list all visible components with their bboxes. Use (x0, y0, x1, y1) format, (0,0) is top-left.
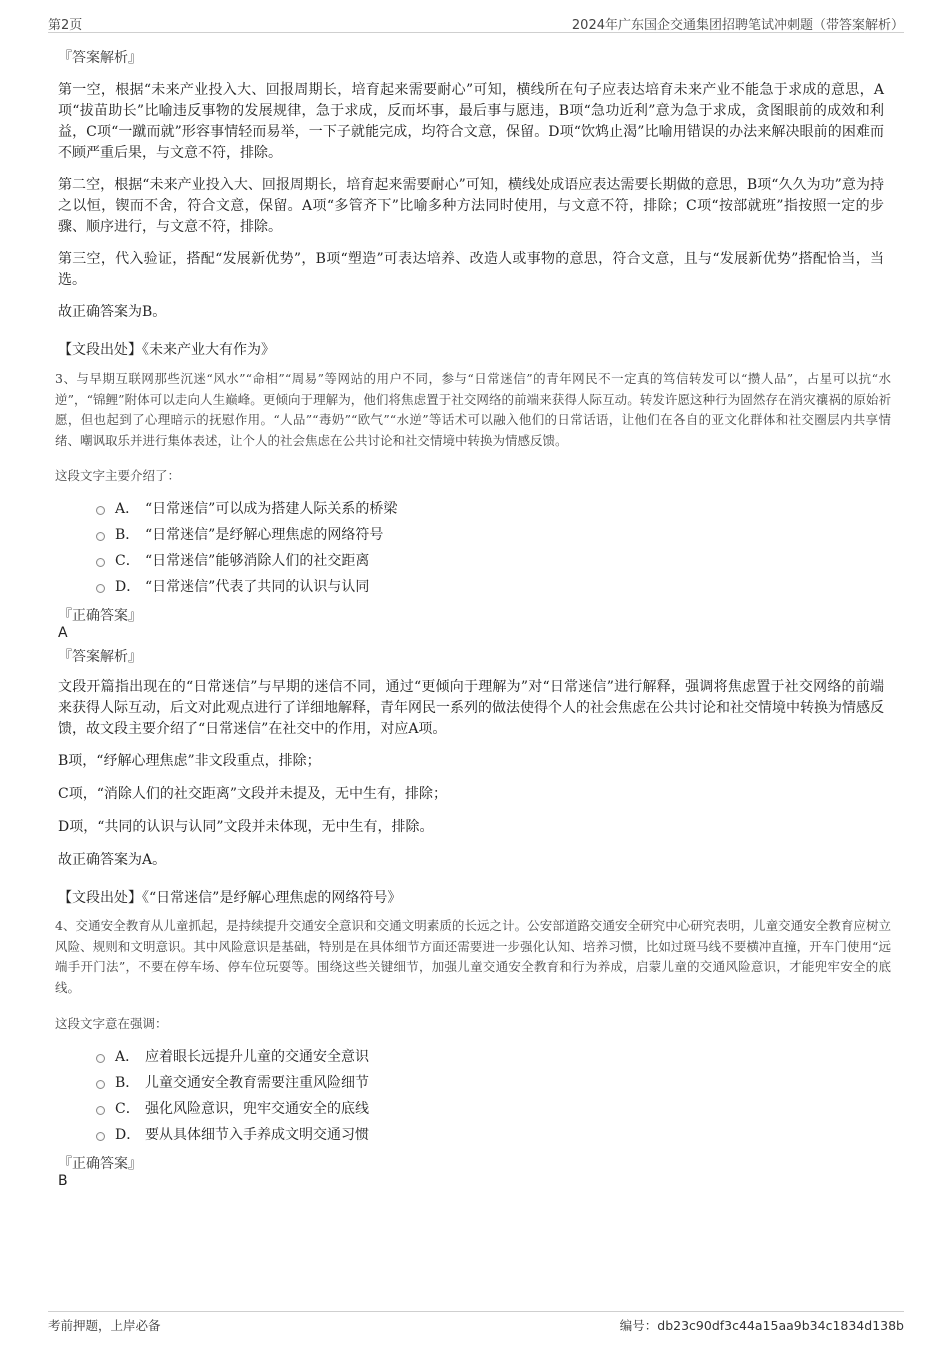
analysis-paragraph: 第三空，代入验证，搭配“发展新优势”，B项“塑造”可表达培养、改造人或事物的意思，符合文意，且与“发展新优势”搭配恰当，当选。 (58, 251, 884, 288)
question-3-text: 3、与早期互联网那些沉迷“风水”“命相”“周易”等网站的用户不同，参与“日常迷信”的青年网民不一定真的笃信转发可以“攒人品”，占星可以抗“水逆”，“锦鲤”附体可以走向人生巅峰。更倾向于理解为，他们将焦虑置于社交网络的前端来获得人际互动。转发许愿这种行为固然存在消灾禳祸的原始祈愿，但也起到了心理暗示的抚慰作用。“人品”“毒奶”“欧气”“水逆”等话术可以融入他们的日常话语，让他们在各自的亚文化群体和社交圈层内共享情绪、嘲讽取乐并进行集体表述，让个人的社会焦虑在公共讨论和社交情境中转换为情感反馈。 (55, 371, 891, 448)
question-3-options (96, 495, 397, 599)
option-d[interactable] (96, 1121, 369, 1147)
option-letter: A． (115, 1049, 140, 1065)
document-id: 编号：db23c90df3c44a15aa9b34c1834d138b (619, 1318, 904, 1333)
radio-icon[interactable] (96, 1080, 105, 1089)
analysis-paragraph: 第一空，根据“未来产业投入大、回报周期长，培育起来需要耐心”可知，横线所在句子应表达培育未来产业不能急于求成的意思，A项“拔苗助长”比喻违反事物的发展规律，急于求成，反而坏事，最后事与愿违，B项“急功近利”意为急于求成，贪图眼前的成效和利益，C项“一蹴而就”形容事情轻而易举，一下子就能完成，均符合文意，保留。D项“饮鸩止渴”比喻用错误的办法来解决眼前的困难而不顾严重后果，与文意不符，排除。 (58, 82, 884, 161)
correct-answer-label: 『正确答案』 (58, 608, 142, 624)
analysis-label: 『答案解析』 (58, 649, 142, 665)
option-c[interactable] (96, 547, 397, 573)
analysis-section-q2 (58, 47, 884, 359)
option-letter: C． (115, 1101, 140, 1117)
source-citation: 【文段出处】《“日常迷信”是纾解心理焦虑的网络符号》 (58, 890, 402, 906)
option-b[interactable] (96, 1069, 369, 1095)
radio-icon[interactable] (96, 506, 105, 515)
option-c[interactable] (96, 1095, 369, 1121)
option-a[interactable] (96, 495, 397, 521)
option-b[interactable] (96, 521, 397, 547)
source-citation: 【文段出处】《未来产业大有作为》 (58, 342, 275, 358)
option-letter: D． (115, 579, 141, 595)
option-text: “日常迷信”代表了共同的认识与认同 (145, 579, 370, 595)
analysis-paragraph: 故正确答案为A。 (58, 852, 167, 868)
option-text: “日常迷信”可以成为搭建人际关系的桥梁 (145, 501, 398, 517)
question-3-prompt: 这段文字主要介绍了： (55, 468, 181, 483)
analysis-paragraph: C项，“消除人们的社交距离”文段并未提及，无中生有，排除； (58, 786, 448, 802)
radio-icon[interactable] (96, 558, 105, 567)
option-text: 儿童交通安全教育需要注重风险细节 (145, 1075, 369, 1091)
correct-answer-value: A (58, 625, 68, 641)
option-letter: B． (115, 527, 140, 543)
option-text: “日常迷信”是纾解心理焦虑的网络符号 (145, 527, 384, 543)
document-title: 2024年广东国企交通集团招聘笔试冲刺题（带答案解析） (571, 18, 904, 33)
question-4-text: 4、交通安全教育从儿童抓起，是持续提升交通安全意识和交通文明素质的长远之计。公安部道路交通安全研究中心研究表明，儿童交通安全教育应树立风险、规则和文明意识。其中风险意识是基础，特别是在具体细节方面还需要进一步强化认知、培养习惯，比如过斑马线不要横冲直撞，开车门使用“远端手开门法”，不要在停车场、停车位玩耍等。围绕这些关键细节，加强儿童交通安全教育和行为养成，启蒙儿童的交通风险意识，才能兜牢安全的底线。 (55, 918, 891, 995)
analysis-paragraph: 故正确答案为B。 (58, 304, 167, 320)
page-number: 第2页 (48, 18, 83, 33)
analysis-paragraph: 文段开篇指出现在的“日常迷信”与早期的迷信不同，通过“更倾向于理解为”对“日常迷信”进行解释，强调将焦虑置于社交网络的前端来获得人际互动，后文对此观点进行了详细地解释，青年网民一系列的做法使得个人的社会焦虑在公共讨论和社交情境中转换为情感反馈，故文段主要介绍了“日常迷信”在社交中的作用，对应A项。 (58, 679, 884, 737)
radio-icon[interactable] (96, 1132, 105, 1141)
analysis-paragraph: 第二空，根据“未来产业投入大、回报周期长，培育起来需要耐心”可知，横线处成语应表达需要长期做的意思，B项“久久为功”意为持之以恒，锲而不舍，符合文意，保留。A项“多管齐下”比喻多种方法同时使用，与文意不符，排除；C项“按部就班”指按照一定的步骤、顺序进行，与文意不符，排除。 (58, 177, 884, 235)
option-letter: D． (115, 1127, 141, 1143)
page-header (48, 12, 904, 33)
option-text: 应着眼长远提升儿童的交通安全意识 (145, 1049, 369, 1065)
analysis-label: 『答案解析』 (58, 50, 142, 66)
radio-icon[interactable] (96, 532, 105, 541)
question-4-options (96, 1043, 369, 1147)
option-text: “日常迷信”能够消除人们的社交距离 (145, 553, 370, 569)
option-letter: C． (115, 553, 140, 569)
option-letter: A． (115, 501, 140, 517)
correct-answer-value: B (58, 1173, 68, 1189)
option-letter: B． (115, 1075, 140, 1091)
option-text: 强化风险意识，兜牢交通安全的底线 (145, 1101, 369, 1117)
option-text: 要从具体细节入手养成文明交通习惯 (145, 1127, 369, 1143)
question-4-prompt: 这段文字意在强调： (55, 1016, 168, 1031)
correct-answer-label: 『正确答案』 (58, 1156, 142, 1172)
option-d[interactable] (96, 573, 397, 599)
analysis-section-q3 (58, 677, 884, 907)
option-a[interactable] (96, 1043, 369, 1069)
radio-icon[interactable] (96, 1054, 105, 1063)
analysis-paragraph: B项，“纾解心理焦虑”非文段重点，排除； (58, 753, 321, 769)
analysis-paragraph: D项，“共同的认识与认同”文段并未体现，无中生有，排除。 (58, 819, 434, 835)
page-footer (48, 1311, 904, 1336)
radio-icon[interactable] (96, 1106, 105, 1115)
radio-icon[interactable] (96, 584, 105, 593)
footer-slogan: 考前押题，上岸必备 (48, 1318, 161, 1333)
